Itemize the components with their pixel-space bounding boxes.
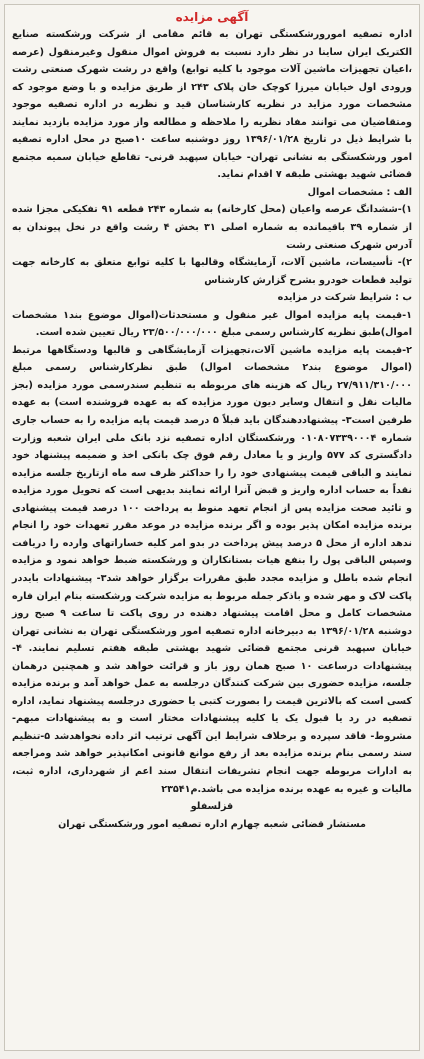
signature-title: مستشار قضائی شعبه چهارم اداره تصفیه امور ورشکستگی تهران (58, 818, 366, 830)
notice-title: آگهی مزایده (175, 10, 249, 24)
auction-notice (4, 4, 420, 1051)
intro-paragraph: اداره تصفیه امورورشکستگی تهران به قائم مقامی از شرکت ورشکسته صنایع الکتریک ایران ساینا در نظر دارد نسبت به فروش اموال منقول وغیرمنقول (عرصه ،اعیان تجهیزات ماشین آلات موجود با کلیه توابع) واقع در رشت شهرک صنعتی رشت ورودی اول خیابان میرزا کوچک خان پلاک ۲۴۳ از طریق مزایده و با وضع موجود که مشخصات مورد مزاید در نظریه کارشناسان قید و نظریه در اداره تصفیه موجود ومتقاضیان می توانند مفاد نظریه را ملاحظه و مطالعه واز مورد مزایده بازدید نمایند با شرایط ذیل در تاریخ ۱۳۹۶/۰۱/۲۸ روز دوشنبه ساعت ۱۰صبح در محل اداره تصفیه امور ورشکستگی به نشانی تهران- خیابان سپهبد قرنی- تقاطع خیابان سمیه مجتمع قضائی شهید بهشتی طبقه ۷ اقدام نماید. (12, 29, 412, 181)
property-item-2: ۲)- تأسیسات، ماشین آلات، آزمایشگاه وقالبها با کلیه توابع متعلق به کارخانه جهت تولید قطعات خودرو بشرح گزارش کارشناس (12, 257, 412, 286)
property-item-1: ۱)-ششدانگ عرصه واعیان (محل کارخانه) به شماره ۲۴۳ قطعه ۹۱ تفکیکی مجزا شده از شماره ۳۹ باقیمانده به شماره اصلی ۳۱ بخش ۴ رشت واقع در نخل پیوندان به آدرس شهرک صنعتی رشت (12, 204, 413, 251)
signature-name: قزلسفلو (190, 801, 234, 813)
section-b-heading: ب : شرایط شرکت در مزایده (277, 292, 412, 304)
section-a-heading: الف : مشخصات اموال (307, 186, 412, 198)
condition-1: ۱-قیمت پایه مزایده اموال غیر منقول و مستحدثات(اموال موضوع بند۱ مشخصات اموال)طبق نظریه کارشناس رسمی مبلغ ۲۳/۵۰۰/۰۰۰/۰۰۰ ریال تعیین شده است. (12, 309, 413, 339)
condition-2: ۲-قیمت پایه مزایده ماشین آلات،تجهیزات آزمایشگاهی و قالبها ودستگاهها مرتبط (اموال موضوع بند۲ مشخصات اموال) طبق نظرکارشناس رسمی مبلغ ۲۷/۹۱۱/۳۱۰/۰۰۰ ریال که هزینه های مربوطه به تنظیم سندرسمی مورد مزایده (بجز مالیات نقل و انتقال وسایر دیون مورد مزایده که به عهده فروشنده است) به عهده طرفین است۳- پیشنهاددهندگان باید قبلاً ۵ درصد قیمت پایه مزایده را به حساب جاری شماره ۰۱۰۸۰۷۳۳۹۰۰۰۴ ورشکستگان اداره تصفیه نزد بانک ملی ایران شعبه وزارت دادگستری کد ۵۷۷ واریز و یا معادل رقم فوق چک بانکی اخذ و ضمیمه پیشنهاد خود نمایند و الباقی قیمت پیشنهادی خود را را حداکثر ظرف سه ماه ازتاریخ جلسه مزایده نقداً به حساب اداره واریز و قبض آنرا ارائه نمایند بدیهی است که تحویل مورد مزایده و تائید صحت مزایده پس از انجام تعهد منوط به پرداخت ۱۰۰ درصد قیمت پیشنهادی برنده مزایده امکان پذیر بوده و اگر برنده مزایده در موعد مقرر تعهدات خود را انجام ندهد اداره از محل ۵ درصد پیش پرداخت در بدو امر کلیه خساراتهای وارده را دریافت وسپس الباقی پول را بنفع هیات بستانکاران و ورشکسته ضبط خواهد نمود و مزایده انجام شده باطل و مزایده مجدد طبق مقررات برگزار خواهد شد۳- پیشنهادات بایددر پاکت لاک و مهر شده و باذکر جمله مربوط به مزایده شرکت ورشکسته بنام ایران فاره مشخصات کامل و محل اقامت پیشنهاد دهنده در روی پاکت تا ساعت ۹ صبح روز دوشنبه ۱۳۹۶/۰۱/۲۸ به دبیرخانه اداره تصفیه امور ورشکستگی تهران به نشانی تهران خیابان سپهبد قرنی مجتمع قضائی شهید بهشتی طبقه هفتم تسلیم نمایند. ۴- پیشنهادات درساعت ۱۰ صبح همان روز باز و قرائت خواهد شد و همچنین درهمان جلسه، مزایده حضوری بین شرکت کنندگان درجلسه به عمل خواهد آمد و برنده مزایده کسی است که بالاترین قیمت را بصورت کتبی یا حضوری درجلسه پیشنهاد نماید، اداره تصفیه در رد یا قبول یک یا کلیه پیشنهادات مختار است و به پیشنهادات مبهم- مشروط- فاقد سپرده و برخلاف شرایط این آگهی ترتیب اثر داده نخواهدشد ۵-تنظیم سند رسمی بنام برنده مزایده بعد از رفع موانع قانونی امکانپذیر خواهد شد ومراجعه به ادارات مربوطه جهت انجام تشریفات انتقال سند اعم از شهرداری، اداره ثبت، مالیات و غیره به عهده برنده مزایده می باشد.م۲۳۵۴۱ (12, 344, 412, 795)
